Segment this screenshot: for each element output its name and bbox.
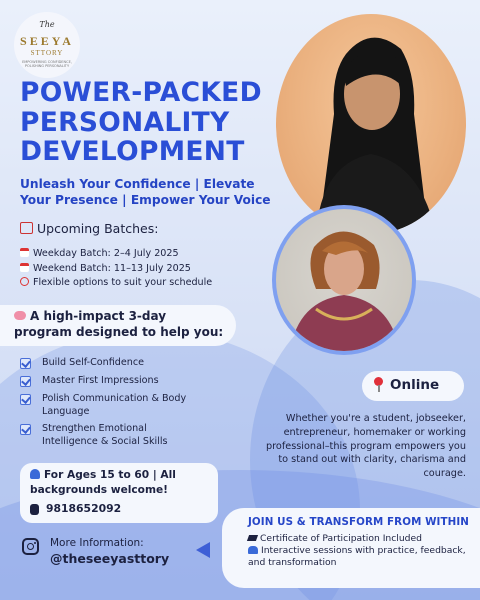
benefit-label: Build Self-Confidence (42, 357, 145, 368)
upcoming-batches-label: Upcoming Batches: (37, 221, 159, 236)
join-line (242, 533, 470, 545)
location-pin-icon (374, 377, 383, 386)
portrait-photo-secondary (272, 205, 416, 355)
benefit-item (20, 375, 220, 388)
benefit-label: Master First Impressions (42, 375, 159, 386)
flexible-options-label: Flexible options to suit your schedule (33, 277, 213, 288)
benefit-item (20, 357, 220, 370)
logo-tagline: EMPOWERING CONFIDENCE, POLISHING PERSONALITY (22, 60, 72, 69)
brand-logo (14, 12, 80, 78)
benefit-item (20, 393, 190, 419)
program-headline: A high-impact 3-day program designed to help you: (14, 309, 224, 340)
program-banner (0, 305, 236, 346)
benefit-label: Polish Communication & Body Language (42, 393, 187, 417)
calendar-icon (20, 222, 33, 234)
clock-icon (20, 277, 29, 286)
logo-brand: SEEYA (20, 34, 74, 48)
instagram-handle[interactable]: @theseeyasttory (50, 551, 170, 566)
program-description: Whether you're a student, jobseeker, entrepreneur, homemaker or working professional–this program empowers you to stand out with clarity, charisma and courage. (266, 413, 466, 480)
calendar-small-icon (20, 248, 29, 257)
logo-the: The (39, 20, 55, 29)
weekend-batch-label: Weekend Batch: 11–13 July 2025 (33, 263, 191, 274)
eligibility-label: For Ages 15 to 60 | All backgrounds welcome! (30, 469, 176, 496)
graduation-cap-icon (247, 535, 258, 541)
arrow-left-icon (196, 542, 210, 558)
logo-brand-second: STTORY (30, 49, 64, 57)
checkbox-icon (20, 424, 31, 435)
benefit-item (20, 423, 195, 449)
join-box (222, 508, 480, 588)
mode-label: Online (390, 377, 440, 393)
more-info-label: More Information: (50, 537, 144, 549)
weekend-batch (20, 263, 191, 274)
page-title: POWER-PACKED PERSONALITY DEVELOPMENT (20, 77, 262, 168)
join-line-label: Interactive sessions with practice, feedback, and transformation (248, 544, 466, 568)
join-line (242, 545, 470, 569)
weekday-batch (20, 248, 179, 259)
benefit-label: Strengthen Emotional Intelligence & Social Skills (42, 423, 168, 447)
weekday-batch-label: Weekday Batch: 2–4 July 2025 (33, 248, 179, 259)
flexible-options (20, 277, 212, 288)
mode-badge (362, 371, 464, 401)
instagram-icon[interactable] (22, 538, 39, 555)
brain-icon (14, 311, 26, 320)
checkbox-icon (20, 376, 31, 387)
person-icon (30, 469, 40, 479)
checkbox-icon (20, 394, 31, 405)
upcoming-batches-heading (20, 221, 158, 236)
eligibility-line (30, 468, 208, 497)
join-line-label: Certificate of Participation Included (260, 533, 422, 544)
people-icon (248, 546, 258, 554)
phone-number[interactable]: 9818652092 (46, 502, 122, 515)
join-title: JOIN US & TRANSFORM FROM WITHIN (248, 516, 469, 528)
subtitle: Unleash Your Confidence | Elevate Your Presence | Empower Your Voice (20, 177, 271, 207)
checkbox-icon (20, 358, 31, 369)
portrait-photo-primary (276, 14, 466, 234)
calendar-small-icon (20, 263, 29, 272)
